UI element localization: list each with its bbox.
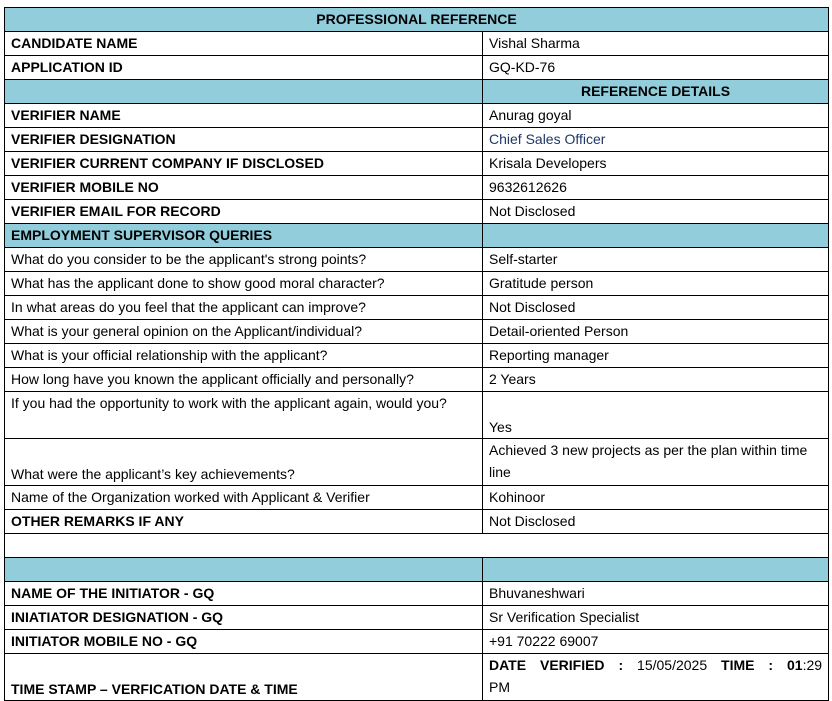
verifier-mobile-label: VERIFIER MOBILE NO: [5, 176, 483, 200]
query-answer: Detail-oriented Person: [483, 320, 829, 344]
query-answer: Gratitude person: [483, 272, 829, 296]
table-row: [5, 344, 829, 368]
candidate-name-label: CANDIDATE NAME: [5, 32, 483, 56]
time-meridiem: PM: [489, 679, 510, 695]
table-row: [5, 56, 829, 80]
candidate-name-value: Vishal Sharma: [483, 32, 829, 56]
verifier-designation-label: VERIFIER DESIGNATION: [5, 128, 483, 152]
verifier-company-value: Krisala Developers: [483, 152, 829, 176]
table-row: [5, 320, 829, 344]
initiator-band-left: [5, 558, 483, 582]
initiator-mobile-value: +91 70222 69007: [483, 630, 829, 654]
query-answer: 2 Years: [483, 368, 829, 392]
timestamp-line: [489, 654, 822, 676]
query-question: What has the applicant done to show good moral character?: [5, 272, 483, 296]
query-question: In what areas do you feel that the applicant can improve?: [5, 296, 483, 320]
initiator-name-value: Bhuvaneshwari: [483, 582, 829, 606]
application-id-value: GQ-KD-76: [483, 56, 829, 80]
table-row: [5, 32, 829, 56]
table-row: [5, 392, 829, 439]
query-answer: Not Disclosed: [483, 296, 829, 320]
table-row: [5, 296, 829, 320]
table-row: [5, 176, 829, 200]
table-row: [5, 510, 829, 534]
time-label: TIME :: [721, 657, 774, 673]
verifier-email-label: VERIFIER EMAIL FOR RECORD: [5, 200, 483, 224]
query-question: What do you consider to be the applicant's strong points?: [5, 248, 483, 272]
blank-row: [5, 534, 829, 558]
query-answer: Yes: [483, 392, 829, 439]
initiator-mobile-label: INITIATOR MOBILE NO - GQ: [5, 630, 483, 654]
query-question: How long have you known the applicant officially and personally?: [5, 368, 483, 392]
blank-cell: [5, 534, 829, 558]
table-row: [5, 654, 829, 701]
table-row: [5, 272, 829, 296]
verifier-email-value: Not Disclosed: [483, 200, 829, 224]
verifier-company-label: VERIFIER CURRENT COMPANY IF DISCLOSED: [5, 152, 483, 176]
queries-header: EMPLOYMENT SUPERVISOR QUERIES: [5, 224, 483, 248]
query-answer: Kohinoor: [483, 486, 829, 510]
initiator-band-right: [483, 558, 829, 582]
application-id-label: APPLICATION ID: [5, 56, 483, 80]
reference-details-header: REFERENCE DETAILS: [483, 80, 829, 104]
query-question: What were the applicant’s key achievements?: [5, 439, 483, 486]
table-row: [5, 606, 829, 630]
query-question: What is your general opinion on the Applicant/individual?: [5, 320, 483, 344]
professional-reference-table: [4, 7, 829, 701]
query-question: What is your official relationship with the applicant?: [5, 344, 483, 368]
queries-header-spacer: [483, 224, 829, 248]
table-row: [5, 104, 829, 128]
initiator-designation-label: INIATIATOR DESIGNATION - GQ: [5, 606, 483, 630]
table-row: [5, 439, 829, 486]
query-answer: Achieved 3 new projects as per the plan within time line: [483, 439, 829, 486]
page-title: PROFESSIONAL REFERENCE: [5, 8, 829, 32]
table-row: [5, 248, 829, 272]
verifier-name-value: Anurag goyal: [483, 104, 829, 128]
timestamp-value: [483, 654, 829, 701]
table-row: [5, 630, 829, 654]
other-remarks-label: OTHER REMARKS IF ANY: [5, 510, 483, 534]
initiator-name-label: NAME OF THE INITIATOR - GQ: [5, 582, 483, 606]
table-row: [5, 152, 829, 176]
reference-header-spacer: [5, 80, 483, 104]
query-answer: Reporting manager: [483, 344, 829, 368]
date-verified-label: DATE VERIFIED :: [489, 657, 624, 673]
table-row: [5, 128, 829, 152]
verifier-designation-value: Chief Sales Officer: [483, 128, 829, 152]
table-row: [5, 486, 829, 510]
other-remarks-value: Not Disclosed: [483, 510, 829, 534]
timestamp-label: TIME STAMP – VERFICATION DATE & TIME: [5, 654, 483, 701]
time-minutes: :29: [802, 657, 823, 673]
date-verified-value: 15/05/2025: [637, 657, 708, 673]
query-question: Name of the Organization worked with Applicant & Verifier: [5, 486, 483, 510]
verifier-name-label: VERIFIER NAME: [5, 104, 483, 128]
table-row: [5, 200, 829, 224]
time-hour: 01: [786, 657, 803, 673]
table-row: [5, 368, 829, 392]
initiator-designation-value: Sr Verification Specialist: [483, 606, 829, 630]
query-question: If you had the opportunity to work with the applicant again, would you?: [5, 392, 483, 439]
table-row: [5, 582, 829, 606]
verifier-mobile-value: 9632612626: [483, 176, 829, 200]
query-answer: Self-starter: [483, 248, 829, 272]
